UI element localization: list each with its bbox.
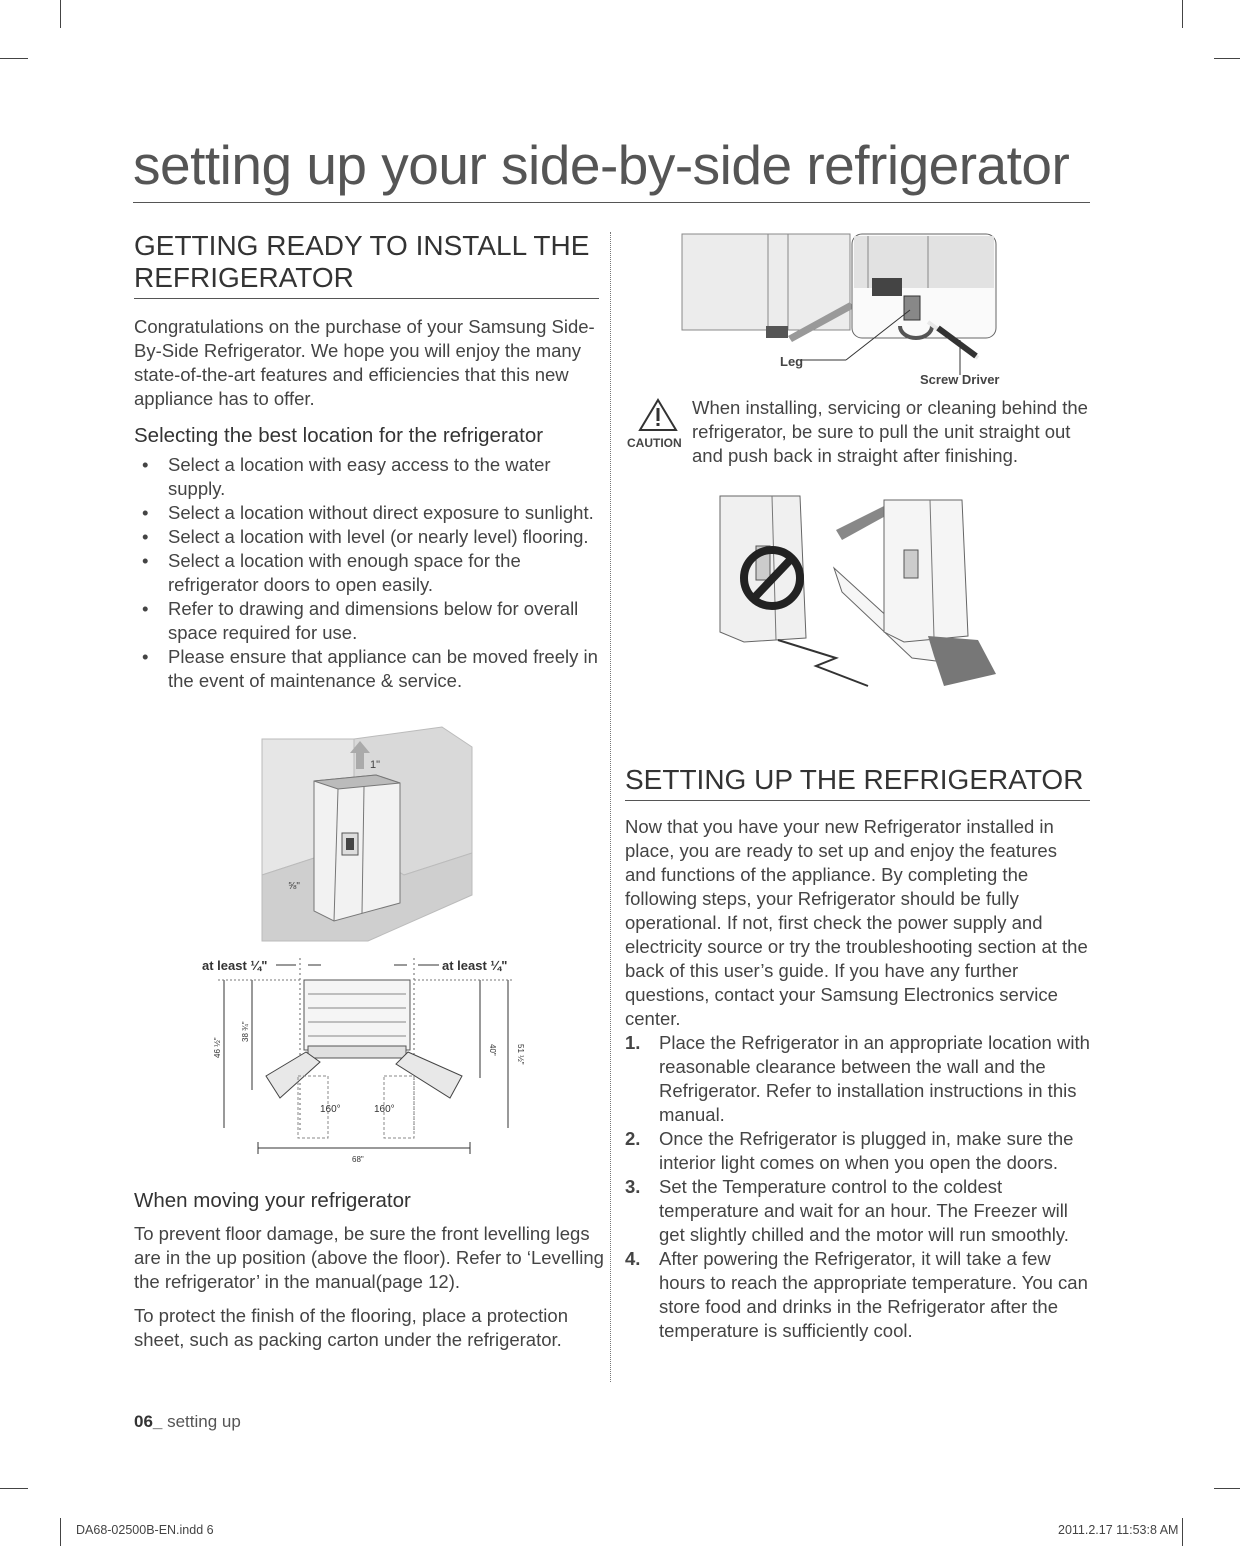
section-heading-getting-ready: GETTING READY TO INSTALL THE REFRIGERATOR — [134, 230, 599, 299]
moving-paragraph-2: To protect the finish of the flooring, place a protection sheet, such as packing carton under the refrigerator. — [134, 1305, 568, 1350]
list-item: 2. Once the Refrigerator is plugged in, make sure the interior light comes on when you open the doors. — [625, 1128, 1074, 1173]
column-divider — [610, 232, 611, 1382]
page-title: setting up your side-by-side refrigerator — [133, 130, 1090, 203]
crop-mark — [0, 58, 28, 59]
side-gap-label: ⅝" — [288, 881, 300, 892]
slug-file: DA68-02500B-EN.indd 6 — [76, 1523, 214, 1537]
list-item: • Select a location without direct exposure to sunlight. — [142, 502, 594, 523]
left-column — [134, 230, 599, 693]
list-item: • Select a location with easy access to the water supply. — [142, 454, 551, 499]
depth-38-label: 38 ¾" — [241, 1021, 250, 1042]
right-min-gap-label: at least ¼" — [442, 958, 508, 973]
crop-mark — [1214, 1488, 1240, 1489]
moving-section — [134, 1188, 604, 1352]
left-min-gap-label: at least ¼" — [202, 958, 268, 973]
setup-steps — [625, 1031, 1090, 1343]
list-item: • Please ensure that appliance can be moved freely in the event of maintenance & service. — [142, 646, 598, 691]
crop-mark — [60, 0, 61, 28]
setting-up-intro: Now that you have your new Refrigerator installed in place, you are ready to set up and enjoy the features and functions of the appliance. By completing the following steps, your Refrigerator should be fully operational. If not, first check the power supply and electricity source or try the troubleshooting section at the back of this user’s guide. If you have any further questions, contact your Samsung Electronics service center. — [625, 816, 1088, 1029]
crop-mark — [1182, 1518, 1183, 1546]
caution-label: CAUTION — [627, 436, 682, 450]
moving-paragraph-1: To prevent floor damage, be sure the front levelling legs are in the up position (above the floor). Refer to ‘Levelling the refrigerator’ in the manual(page 12). — [134, 1223, 604, 1292]
list-item: 3. Set the Temperature control to the coldest temperature and wait for an hour. The Freezer will get slightly chilled and the motor will run smoothly. — [625, 1176, 1069, 1245]
page-footer — [134, 1412, 241, 1432]
footer-section: setting up — [162, 1412, 241, 1431]
list-item: 1. Place the Refrigerator in an appropriate location with reasonable clearance between the wall and the Refrigerator. Refer to installation instructions in this manual. — [625, 1032, 1090, 1125]
top-gap-label: 1" — [370, 759, 381, 771]
dimension-illustration — [196, 952, 532, 1170]
width-label: 68" — [352, 1155, 364, 1164]
intro-paragraph: Congratulations on the purchase of your Samsung Side-By-Side Refrigerator. We hope you will enjoy the many state-of-the-art features and efficiencies that this new appliance has to offer. — [134, 316, 595, 409]
list-item: • Refer to drawing and dimensions below for overall space required for use. — [142, 598, 579, 643]
screwdriver-label: Screw Driver — [920, 372, 1000, 387]
crop-mark — [1214, 58, 1240, 59]
leg-label: Leg — [780, 354, 804, 369]
crop-mark — [1182, 0, 1183, 28]
location-bullets — [134, 453, 599, 693]
depth-40-label: 40" — [488, 1044, 497, 1056]
right-section — [625, 764, 1090, 1343]
depth-51-label: 51 ½" — [516, 1044, 525, 1065]
moving-subheading: When moving your refrigerator — [134, 1189, 411, 1212]
leg-screwdriver-illustration — [678, 230, 1018, 392]
crop-mark — [60, 1518, 61, 1546]
clearance-illustration — [258, 725, 478, 947]
page-number: 06_ — [134, 1412, 163, 1431]
depth-46-label: 46 ½" — [213, 1037, 222, 1058]
angle-right-label: 160° — [374, 1104, 395, 1115]
list-item: • Select a location with enough space for the refrigerator doors to open easily. — [142, 550, 521, 595]
angle-left-label: 160° — [320, 1104, 341, 1115]
list-item: 4. After powering the Refrigerator, it will take a few hours to reach the appropriate temperature. You can store food and drinks in the Refrigerator after the temperature is sufficiently cool. — [625, 1248, 1088, 1341]
caution-text: When installing, servicing or cleaning behind the refrigerator, be sure to pull the unit straight out and push back in straight after finishing. — [692, 397, 1088, 466]
pull-straight-illustration — [716, 490, 1000, 696]
location-subheading: Selecting the best location for the refrigerator — [134, 424, 544, 447]
list-item: • Select a location with level (or nearly level) flooring. — [142, 526, 589, 547]
section-heading-setting-up: SETTING UP THE REFRIGERATOR — [625, 764, 1090, 801]
caution-icon — [638, 398, 678, 432]
crop-mark — [0, 1488, 28, 1489]
slug-date: 2011.2.17 11:53:8 AM — [1058, 1523, 1179, 1537]
